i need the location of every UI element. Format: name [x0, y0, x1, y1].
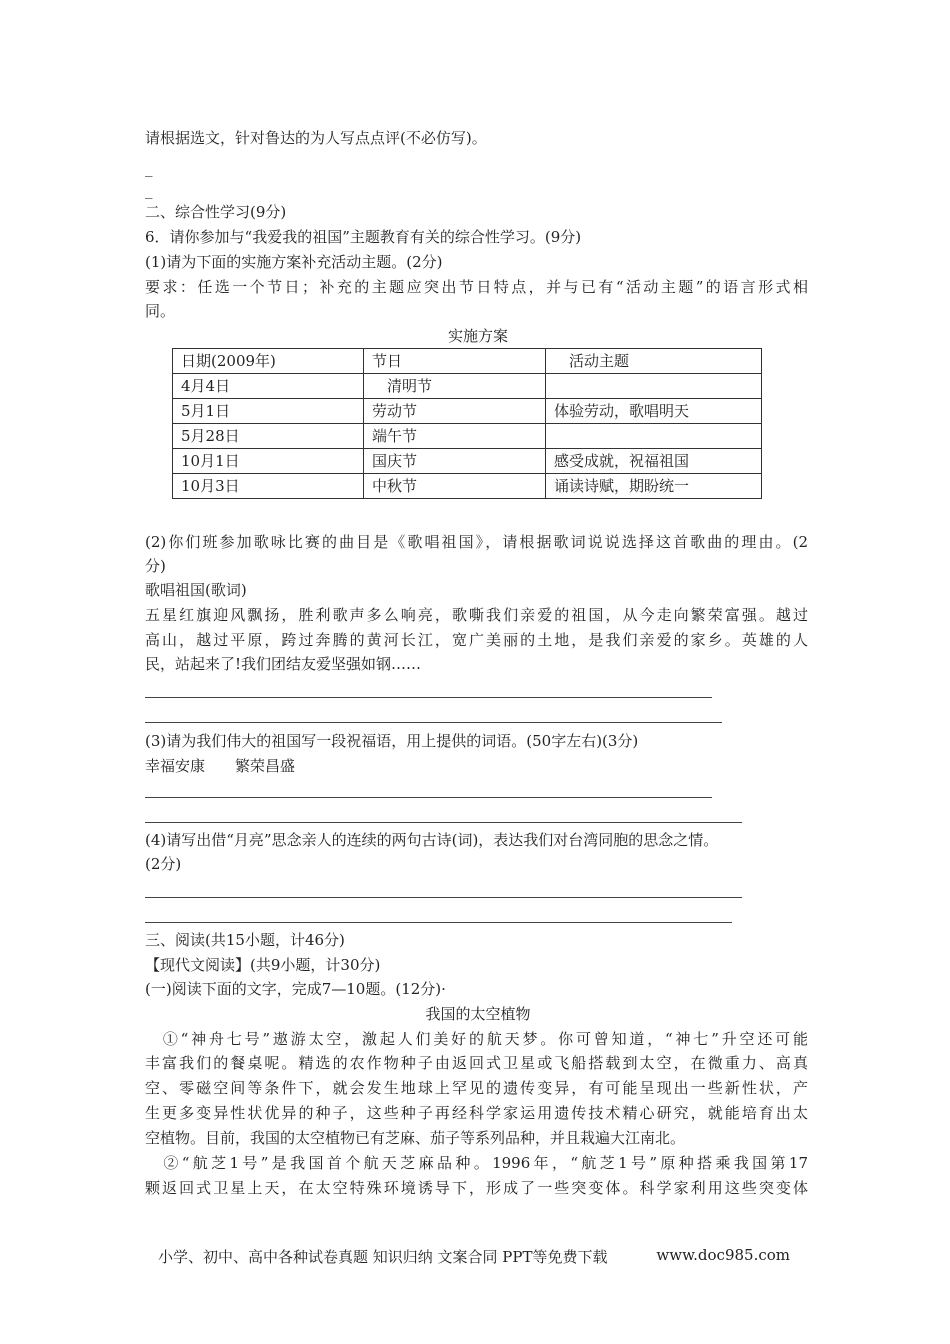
table-header-cell: 日期(2009年)	[173, 349, 364, 374]
table-cell	[546, 374, 762, 399]
answer-line	[145, 697, 712, 698]
part-heading: (一)阅读下面的文字，完成7—10题。(12分)·	[145, 980, 446, 998]
paragraph-line: ②“航芝1号”是我国首个航天芝麻品种。1996年，“航芝1号”原种搭乘我国第17	[145, 1154, 808, 1172]
table-header-cell: 活动主题	[546, 349, 762, 374]
table-cell: 国庆节	[364, 449, 546, 474]
question-6-1: (1)请为下面的实施方案补充活动主题。(2分)	[145, 253, 443, 271]
answer-line	[145, 722, 722, 723]
table-header-cell: 节日	[364, 349, 546, 374]
table-title: 实施方案	[447, 327, 508, 345]
question-6-3: (3)请为我们伟大的祖国写一段祝福语，用上提供的词语。(50字左右)(3分)	[145, 732, 639, 750]
table-cell: 诵读诗赋，期盼统一	[546, 474, 762, 499]
answer-line	[145, 822, 742, 823]
lyrics-line: 高山，越过平原，跨过奔腾的黄河长江，宽广美丽的土地，是我们亲爱的家乡。英雄的人	[145, 631, 808, 649]
footer-url[interactable]: www.doc985.com	[656, 1246, 790, 1264]
lyrics-line: 五星红旗迎风飘扬，胜利歌声多么响亮，歌嘶我们亲爱的祖国，从今走向繁荣富强。越过	[145, 606, 808, 624]
table-cell: 端午节	[364, 424, 546, 449]
question-6-2: (2)你们班参加歌咏比赛的曲目是《歌唱祖国》，请根据歌词说说选择这首歌曲的理由。(2	[145, 533, 808, 551]
table-cell: 体验劳动，歌唱明天	[546, 399, 762, 424]
table-row	[173, 399, 762, 424]
provided-words: 幸福安康 繁荣昌盛	[145, 757, 296, 775]
song-title: 歌唱祖国(歌词)	[145, 581, 247, 599]
section-heading: 三、阅读(共15小题，计46分)	[145, 931, 345, 949]
table-cell: 5月28日	[173, 424, 364, 449]
table-cell: 清明节	[364, 374, 546, 399]
table-row	[173, 474, 762, 499]
table-row	[173, 424, 762, 449]
question-6-4: (2分)	[145, 855, 182, 873]
table-header-row	[173, 349, 762, 374]
question-6-2: 分)	[145, 557, 166, 575]
paragraph-line: 空、零磁空间等条件下，就会发生地球上罕见的遗传变异，有可能呈现出一些新性状，产	[145, 1079, 808, 1097]
answer-blank: _	[145, 159, 153, 177]
table-cell: 感受成就，祝福祖国	[546, 449, 762, 474]
answer-line	[145, 897, 742, 898]
table-cell: 劳动节	[364, 399, 546, 424]
table-cell: 10月3日	[173, 474, 364, 499]
plan-table	[172, 348, 762, 499]
table-row	[173, 449, 762, 474]
question-6-4: (4)请写出借“月亮”思念亲人的连续的两句古诗(词)，表达我们对台湾同胞的思念之情。	[145, 831, 719, 849]
requirement-text: 要求：任选一个节日；补充的主题应突出节日特点，并与已有“活动主题”的语言形式相	[145, 278, 808, 296]
table-row	[173, 374, 762, 399]
paragraph-line: ①“神舟七号”遨游太空，激起人们美好的航天梦。你可曾知道，“神七”升空还可能	[145, 1030, 808, 1048]
table-cell: 5月1日	[173, 399, 364, 424]
article-title: 我国的太空植物	[425, 1005, 531, 1023]
paragraph-line: 颗返回式卫星上天，在太空特殊环境诱导下，形成了一些突变体。科学家利用这些突变体	[145, 1179, 808, 1197]
answer-line	[145, 797, 712, 798]
answer-line	[145, 922, 732, 923]
question-6: 6．请你参加与“我爱我的祖国”主题教育有关的综合性学习。(9分)	[145, 228, 582, 246]
table-cell: 10月1日	[173, 449, 364, 474]
subsection-heading: 【现代文阅读】(共9小题，计30分)	[145, 956, 381, 974]
table-cell: 中秋节	[364, 474, 546, 499]
paragraph-line: 生更多变异性状优异的种子，这些种子再经科学家运用遗传技术精心研究，就能培育出太	[145, 1104, 808, 1122]
paragraph-line: 空植物。目前，我国的太空植物已有芝麻、茄子等系列品种，并且栽遍大江南北。	[145, 1129, 686, 1147]
section-heading: 二、综合性学习(9分)	[145, 203, 287, 221]
footer-text: 小学、初中、高中各种试卷真题 知识归纳 文案合同 PPT等免费下载	[158, 1248, 608, 1266]
paragraph-line: 丰富我们的餐桌呢。精选的农作物种子由返回式卫星或飞船搭载到太空，在微重力、高真	[145, 1054, 808, 1072]
instruction-line: 请根据选文，针对鲁达的为人写点点评(不必仿写)。	[145, 129, 487, 147]
table-cell: 4月4日	[173, 374, 364, 399]
answer-blank: _	[145, 181, 153, 199]
footer	[158, 1246, 790, 1267]
table-cell	[546, 424, 762, 449]
lyrics-line: 民，站起来了!我们团结友爱坚强如钢……	[145, 655, 422, 673]
requirement-text: 同。	[145, 302, 176, 320]
